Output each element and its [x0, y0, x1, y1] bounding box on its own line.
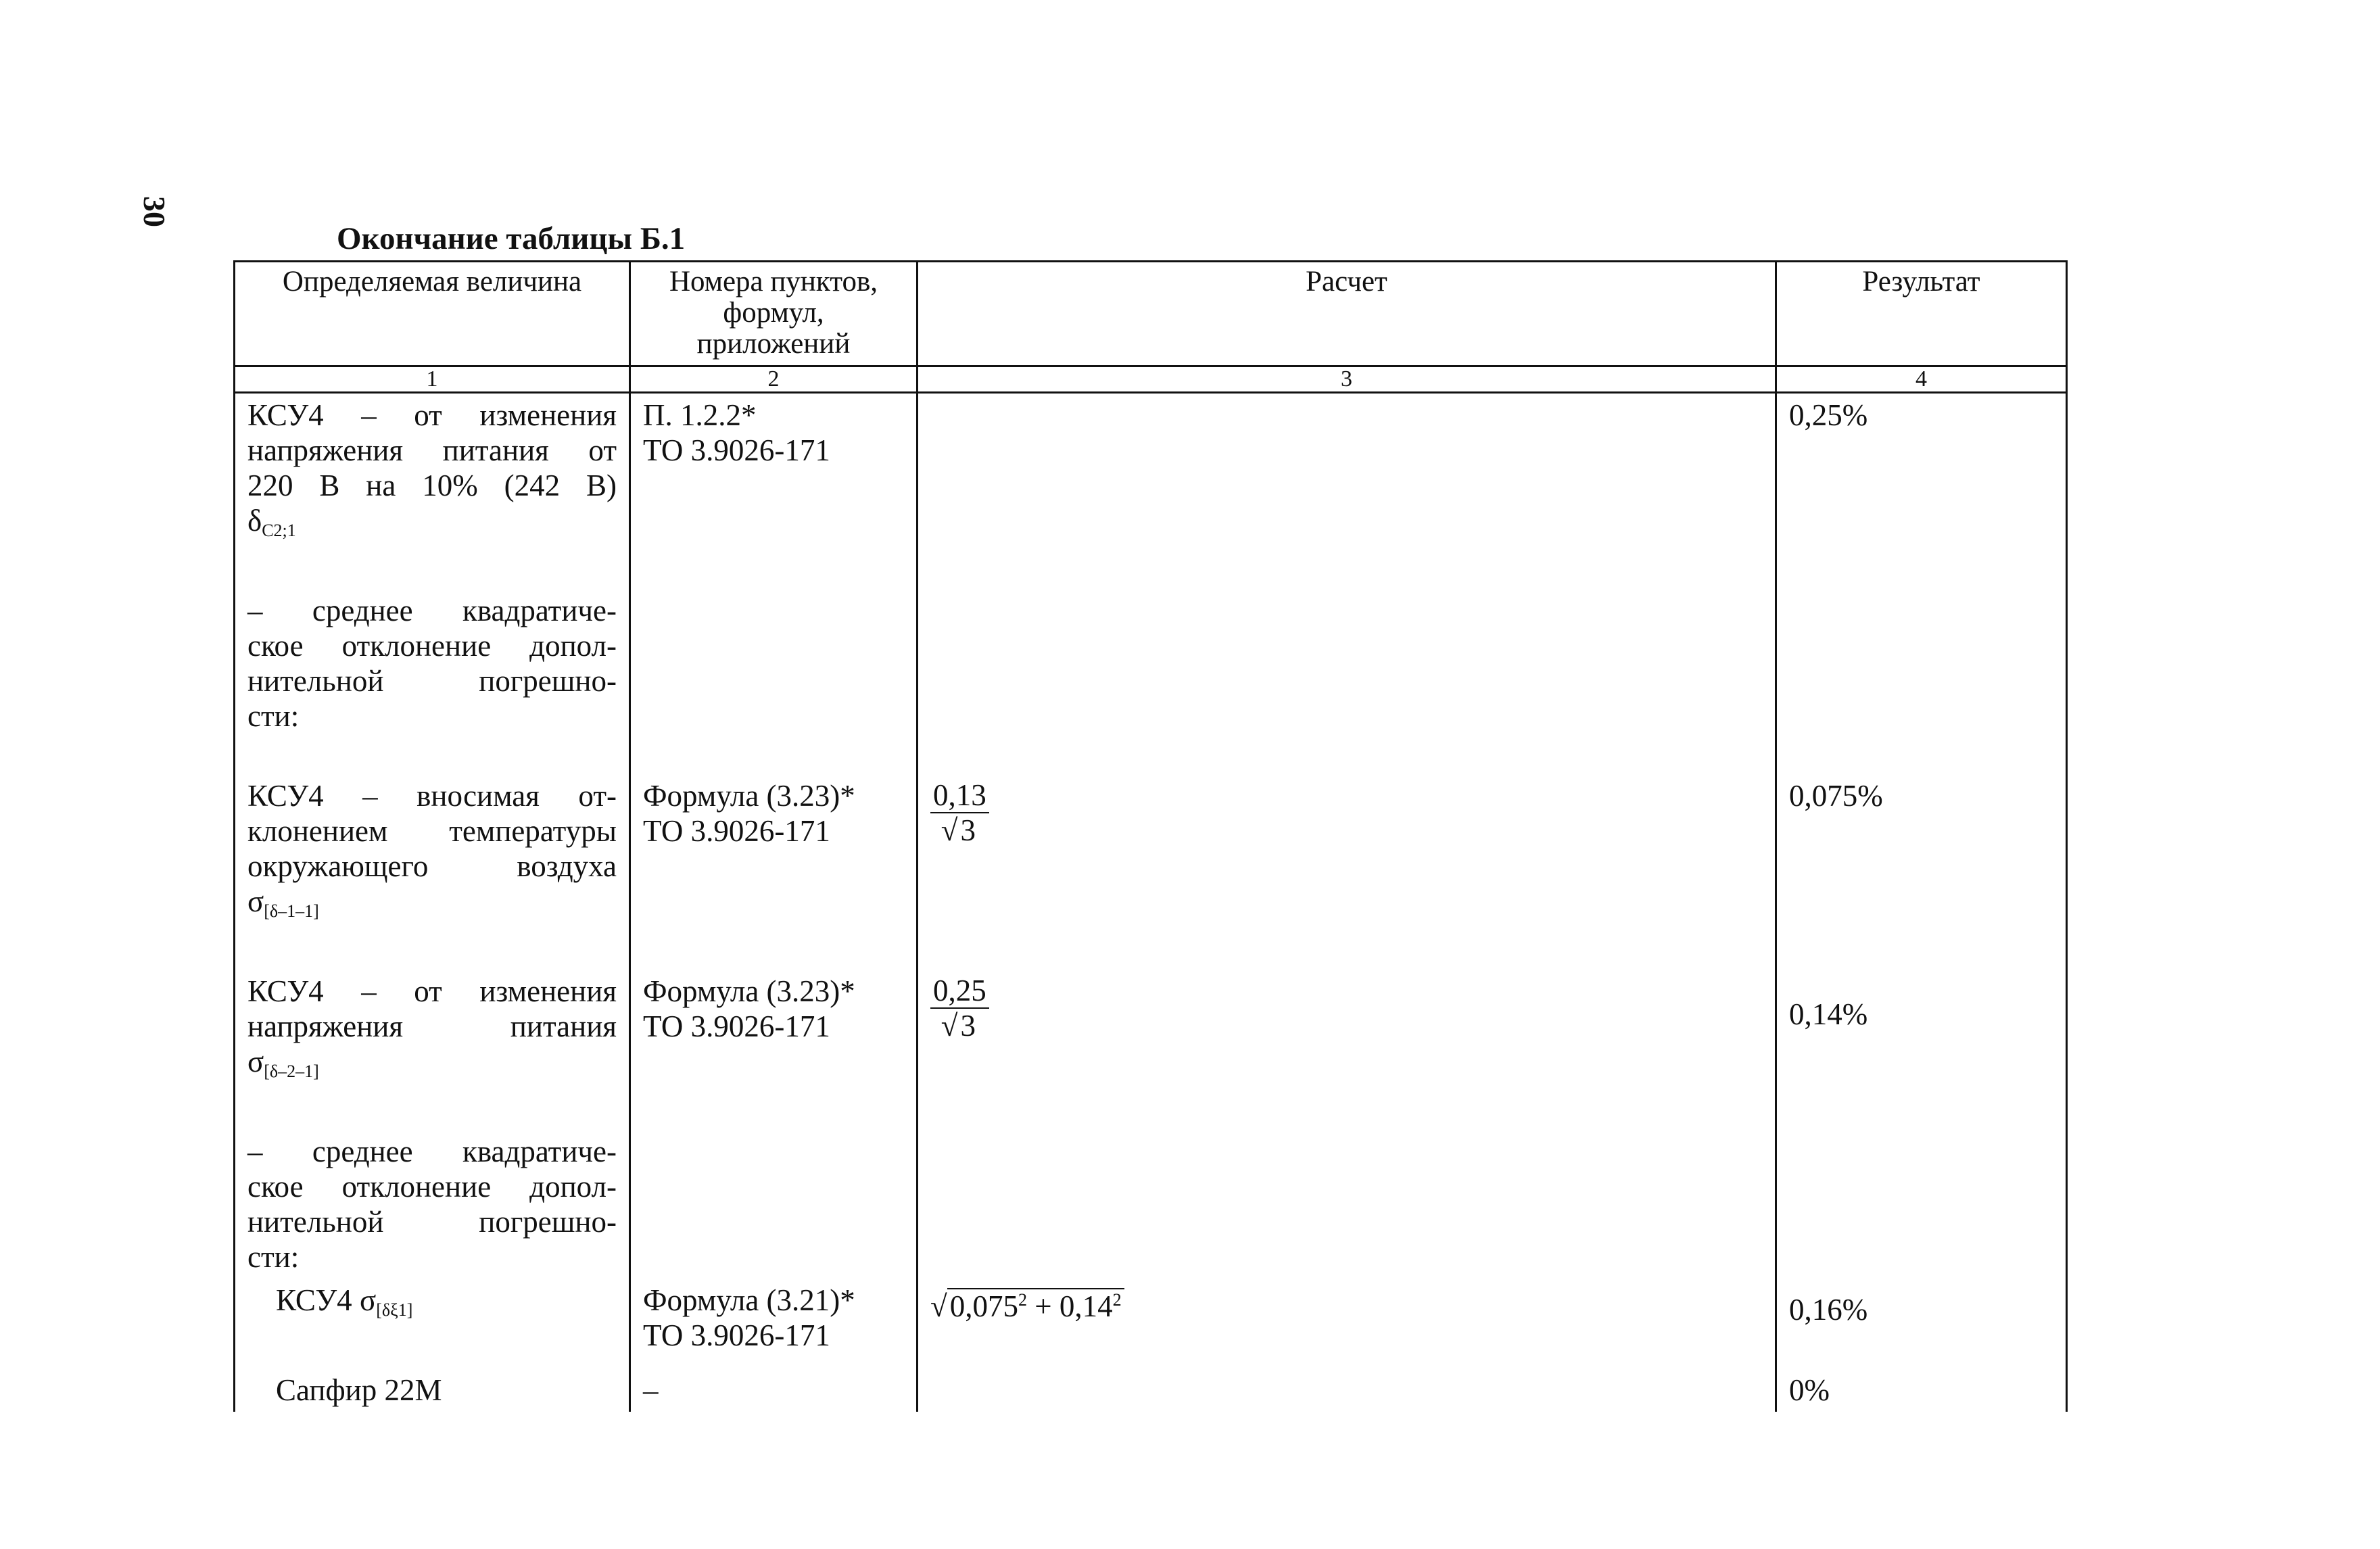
symbol-letter: σ — [359, 1283, 377, 1317]
quantity-symbol — [247, 503, 617, 548]
fraction-formula — [930, 974, 989, 1043]
table-row — [235, 1368, 2067, 1412]
quantity-line: напряжения питания от — [247, 433, 617, 467]
result-cell: 0,16% — [1776, 1279, 2067, 1368]
reference-line: – — [643, 1373, 659, 1407]
sqrt-icon: √ — [941, 1009, 958, 1043]
reference-line: П. 1.2.2* — [643, 398, 757, 432]
symbol-subscript: [δ–1–1] — [264, 901, 319, 921]
references-cell — [630, 393, 918, 590]
reference-line: Формула (3.23)* — [643, 779, 855, 813]
result-cell — [1776, 1130, 2067, 1279]
quantity-line: КСУ4 – вносимая от- — [247, 779, 617, 813]
references-cell — [630, 970, 918, 1130]
sqrt-radicand: 3 — [957, 1007, 978, 1043]
results-table — [233, 260, 2068, 1412]
exponent: 2 — [1112, 1290, 1122, 1310]
header-references: Номера пунктов, формул, приложений — [630, 262, 918, 366]
fraction-formula — [930, 778, 989, 847]
result-cell: 0% — [1776, 1368, 2067, 1412]
calculation-cell — [918, 970, 1776, 1130]
fraction-denominator — [930, 1009, 989, 1043]
calculation-cell — [918, 1130, 1776, 1279]
references-cell — [630, 774, 918, 970]
calculation-cell — [918, 774, 1776, 970]
reference-line: Формула (3.23)* — [643, 974, 855, 1008]
table-row — [235, 393, 2067, 590]
header-row — [235, 262, 2067, 366]
column-number: 1 — [235, 366, 630, 393]
quantity-line: сти: — [247, 1240, 300, 1274]
quantity-line: – среднее квадратиче- — [247, 594, 617, 627]
calculation-cell — [918, 393, 1776, 590]
fraction-numerator: 0,25 — [930, 974, 989, 1009]
quantity-cell — [235, 774, 630, 970]
quantity-line: КСУ4 – от изменения — [247, 974, 617, 1008]
sqrt-radicand: 3 — [957, 812, 978, 847]
quantity-line: КСУ4 – от изменения — [247, 398, 617, 432]
operator: + — [1034, 1289, 1052, 1323]
quantity-line: окружающего воздуха — [247, 849, 617, 883]
table-row — [235, 1130, 2067, 1279]
sqrt-radicand — [947, 1288, 1124, 1323]
header-calculation: Расчет — [918, 262, 1776, 366]
symbol-subscript: [δξ1] — [376, 1300, 413, 1320]
symbol-subscript: [δ–2–1] — [264, 1062, 319, 1081]
symbol-subscript: C2;1 — [262, 521, 296, 540]
term-b: 0,14 — [1059, 1289, 1113, 1323]
result-cell: 0,075% — [1776, 774, 2067, 970]
quantity-cell — [235, 1279, 630, 1368]
symbol-letter: δ — [247, 504, 262, 538]
symbol-letter: σ — [247, 1045, 264, 1078]
reference-line: ТО 3.9026-171 — [643, 1009, 830, 1043]
quantity-line: ское отклонение допол- — [247, 1170, 617, 1204]
table-row — [235, 589, 2067, 774]
quantity-line: КСУ4 — [276, 1283, 352, 1317]
column-number: 3 — [918, 366, 1776, 393]
references-cell — [630, 1279, 918, 1368]
calculation-cell — [918, 1279, 1776, 1368]
column-number: 2 — [630, 366, 918, 393]
reference-line: ТО 3.9026-171 — [643, 433, 830, 467]
references-cell — [630, 1368, 918, 1412]
quantity-line: – среднее квадратиче- — [247, 1135, 617, 1168]
quantity-cell — [235, 970, 630, 1130]
quantity-symbol — [247, 1044, 617, 1089]
quantity-line: напряжения питания — [247, 1009, 617, 1043]
header-quantity: Определяемая величина — [235, 262, 630, 366]
quantity-cell — [235, 1130, 630, 1279]
reference-line: ТО 3.9026-171 — [643, 1318, 830, 1352]
page-number: 30 — [137, 196, 172, 227]
quantity-line: 220 В на 10% (242 В) — [247, 469, 617, 502]
calculation-cell — [918, 589, 1776, 774]
table-row — [235, 774, 2067, 970]
reference-line: ТО 3.9026-171 — [643, 814, 830, 848]
fraction-denominator — [930, 813, 989, 847]
table-row — [235, 1279, 2067, 1368]
result-cell: 0,25% — [1776, 393, 2067, 590]
quantity-line: ское отклонение допол- — [247, 629, 617, 663]
header-result: Результат — [1776, 262, 2067, 366]
table-row — [235, 970, 2067, 1130]
symbol-letter: σ — [247, 884, 264, 918]
quantity-line: клонением температуры — [247, 814, 617, 848]
fraction-numerator: 0,13 — [930, 778, 989, 813]
exponent: 2 — [1018, 1290, 1027, 1310]
column-number-row — [235, 366, 2067, 393]
calculation-cell — [918, 1368, 1776, 1412]
result-cell: 0,14% — [1776, 970, 2067, 1130]
references-cell — [630, 1130, 918, 1279]
quantity-line: Сапфир 22М — [276, 1373, 442, 1407]
quantity-line: нительной погрешно- — [247, 1205, 617, 1239]
reference-line: Формула (3.21)* — [643, 1283, 855, 1317]
references-cell — [630, 589, 918, 774]
quantity-cell — [235, 393, 630, 590]
sqrt-icon: √ — [930, 1289, 947, 1323]
quantity-symbol — [247, 884, 617, 929]
column-number: 4 — [1776, 366, 2067, 393]
term-a: 0,075 — [949, 1289, 1018, 1323]
quantity-cell — [235, 1368, 630, 1412]
sqrt-icon: √ — [941, 813, 958, 847]
quantity-line: нительной погрешно- — [247, 664, 617, 698]
result-cell — [1776, 589, 2067, 774]
table-caption: Окончание таблицы Б.1 — [337, 221, 686, 256]
quantity-cell — [235, 589, 630, 774]
quantity-line: сти: — [247, 699, 300, 733]
